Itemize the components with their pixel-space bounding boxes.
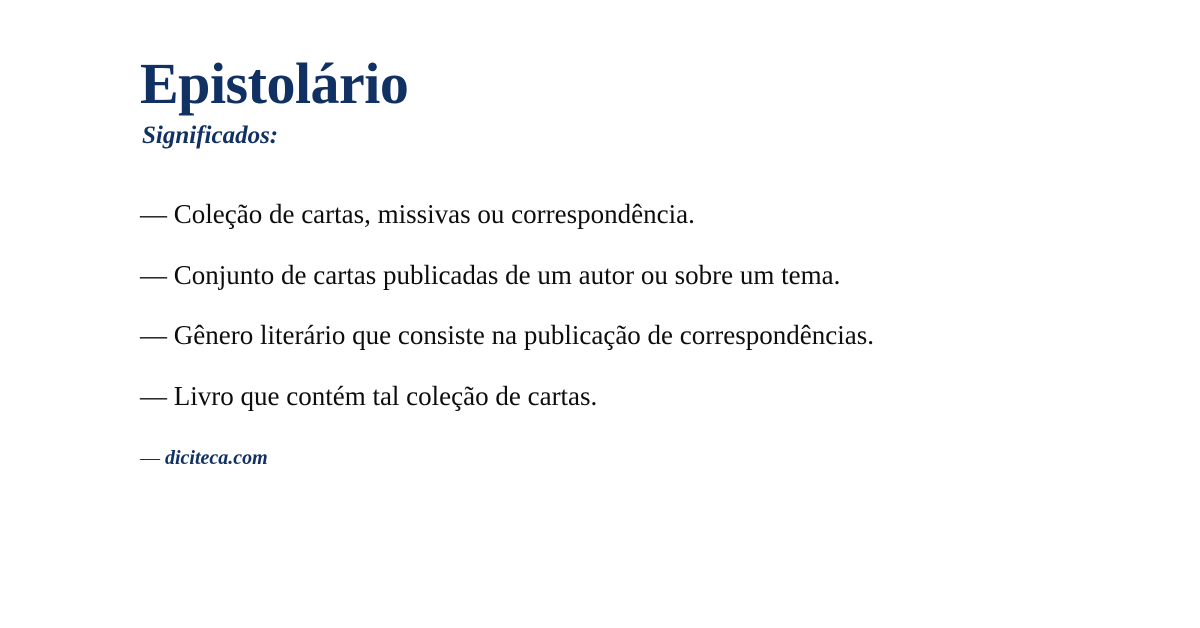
source-name: diciteca.com: [165, 447, 268, 470]
bullet-dash: —: [140, 380, 167, 411]
list-item-text: Livro que contém tal coleção de cartas.: [173, 380, 598, 411]
list-item: [140, 258, 1040, 293]
list-item: [140, 379, 1040, 414]
list-item-text: Conjunto de cartas publicadas de um autor ou sobre um tema.: [173, 259, 841, 290]
list-item: [140, 318, 1040, 353]
meanings-list: [140, 197, 1060, 413]
section-subtitle: Significados:: [142, 121, 279, 149]
page-title: Epistolário: [140, 51, 409, 116]
list-item-text: Gênero literário que consiste na publicação de correspondências.: [173, 320, 874, 351]
list-item-text: Coleção de cartas, missivas ou correspondência.: [173, 199, 695, 230]
footer-dash: —: [140, 447, 160, 470]
source-attribution: [140, 447, 1060, 470]
bullet-dash: —: [140, 199, 167, 230]
bullet-dash: —: [140, 320, 167, 351]
list-item: [140, 197, 1040, 232]
bullet-dash: —: [140, 259, 167, 290]
